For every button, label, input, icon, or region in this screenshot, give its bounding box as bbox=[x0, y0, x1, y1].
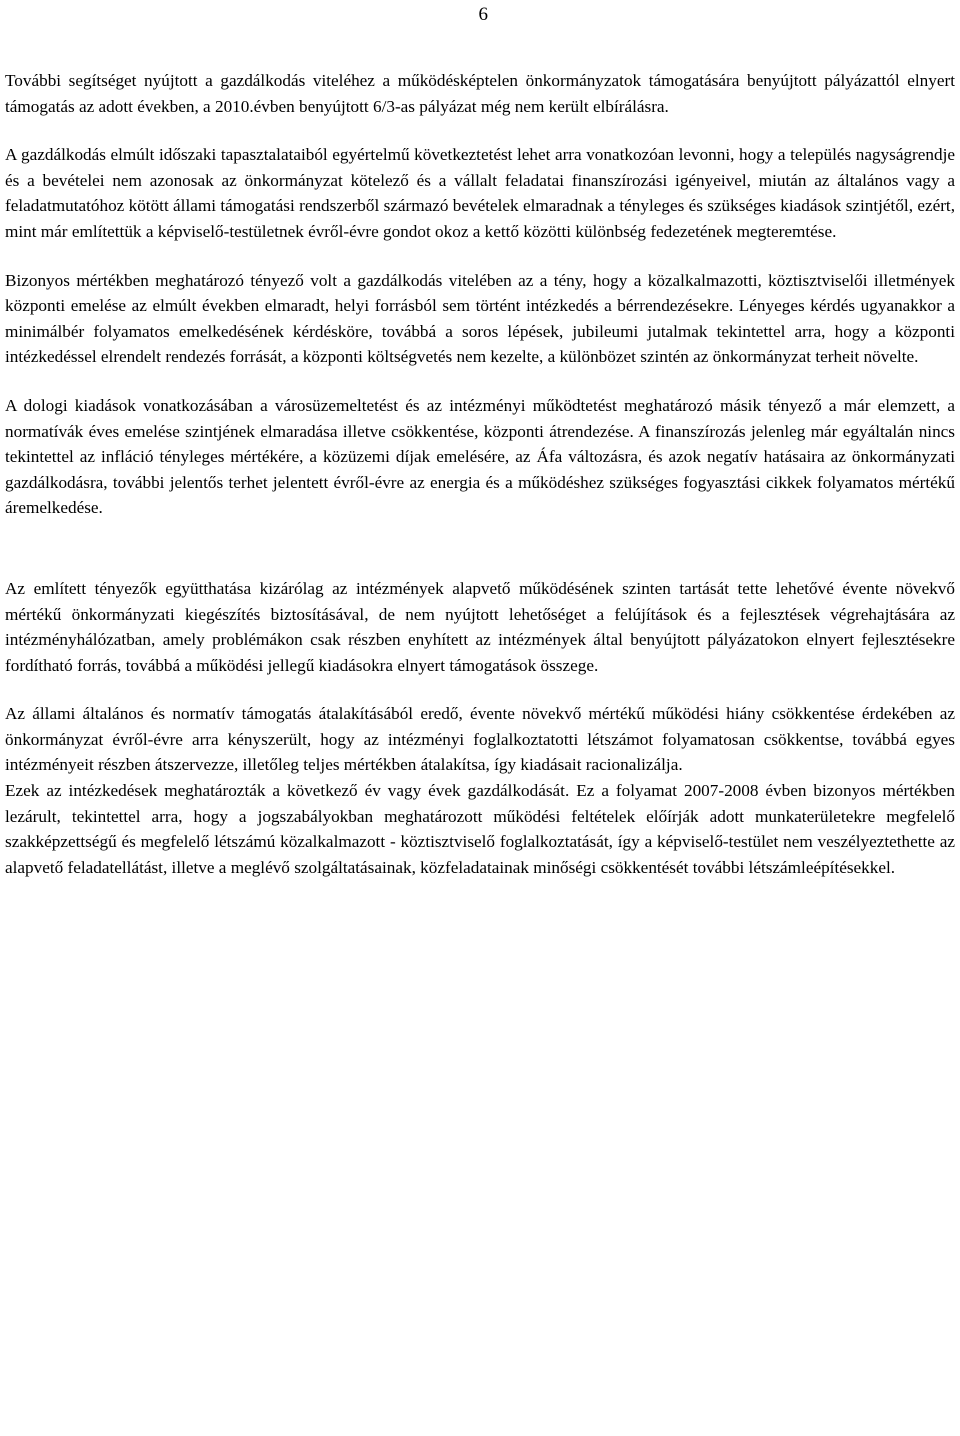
paragraph-combined-factors: Az említett tényezők együtthatása kizárólag az intézmények alapvető működésének szinten tartását tette lehetővé évente növekvő mértékű önkormányzati kiegészítés biztosításával, de nem nyújtott lehetőséget a felújítások és a fejlesztések végrehajtására az intézményhálózatban, amely problémákon csak részben enyhített az intézmények által benyújtott pályázatokon elnyert fejlesztésekre fordítható forrás, továbbá a működési jellegű kiadásokra elnyert támogatások összege. bbox=[5, 578, 955, 675]
body-text bbox=[5, 68, 955, 880]
page-number: 6 bbox=[478, 4, 488, 25]
paragraph-state-support-restructuring: Az állami általános és normatív támogatás átalakításából eredő, évente növekvő mértékű működési hiány csökkentése érdekében az önkormányzat évről-évre arra kényszerült, hogy az intézményi foglalkoztatotti létszámot folyamatosan csökkentse, továbbá egyes intézményeit részben átszervezze, illetőleg teljes mértékben átalakítsa, így kiadásait racionalizálja. bbox=[5, 704, 955, 775]
paragraph-financial-experience: A gazdálkodás elmúlt időszaki tapasztalataiból egyértelmű következtetést lehet arra vonatkozóan levonni, hogy a település nagyságrendje és a bevételei nem azonosak az önkormányzat kötelező és a vállalt feladatai finanszírozási igényeivel, miután az általános vagy a feladatmutatóhoz kötött állami támogatási rendszerből származó bevételek elmaradnak a tényleges és szükséges kiadások szintjétől, ezért, mint már említettük a képviselő-testületnek évről-évre gondot okoz a kettő közötti különbség fedezetének megteremtése. bbox=[5, 145, 955, 241]
paragraph-salary-factors: Bizonyos mértékben meghatározó tényező volt a gazdálkodás vitelében az a tény, hogy a közalkalmazotti, köztisztviselői illetmények központi emelése az elmúlt években elmaradt, helyi forrásból sem történt intézkedés a bérrendezésekre. Lényeges kérdés ugyanakkor a minimálbér folyamatos emelkedésének kérdésköre, továbbá a soros lépések, jubileumi jutalmak tekintettel arra, hogy a központi intézkedéssel elrendelt rendezés forrását, a központi költségvetés nem kezelte, a különbözet szintén az önkormányzat terheit növelte. bbox=[5, 270, 955, 367]
paragraph-grant-support: További segítséget nyújtott a gazdálkodás viteléhez a működésképtelen önkormányzatok támogatására benyújtott pályázattól elnyert támogatás az adott években, a 2010.évben benyújtott 6/3-as pályázat még nem került elbírálásra. bbox=[5, 71, 955, 116]
paragraph-material-expenses: A dologi kiadások vonatkozásában a városüzemeltetést és az intézményi működtetést meghatározó másik tényező a már elemzett, a normatívák éves emelése szintjének elmaradása illetve csökkentése, központi átrendezése. A finanszírozás jelenleg már egyáltalán nincs tekintettel az infláció tényleges mértékére, a közüzemi díjak emelésére, az Áfa változásra, és azok negatív hatásaira az önkormányzati gazdálkodásra, további jelentős terhet jelentett évről-évre az energia és a működéshez szükséges fogyasztási cikkek folyamatos mértékű áremelkedése. bbox=[5, 395, 955, 518]
paragraph-measures-outcome: Ezek az intézkedések meghatározták a következő év vagy évek gazdálkodását. Ez a folyamat 2007-2008 évben bizonyos mértékben lezárult, tekintettel arra, hogy a jogszabályokban meghatározott működési feltételek előírják adott munkaterületekre megfelelő szakképzettségű és megfelelő létszámú közalkalmazott - köztisztviselő foglalkoztatását, így a képviselő-testület nem veszélyeztethette az alapvető feladatellátást, illetve a meglévő szolgáltatásainak, közfeladatainak minőségi csökkentését további létszámleépítésekkel. bbox=[5, 781, 955, 877]
